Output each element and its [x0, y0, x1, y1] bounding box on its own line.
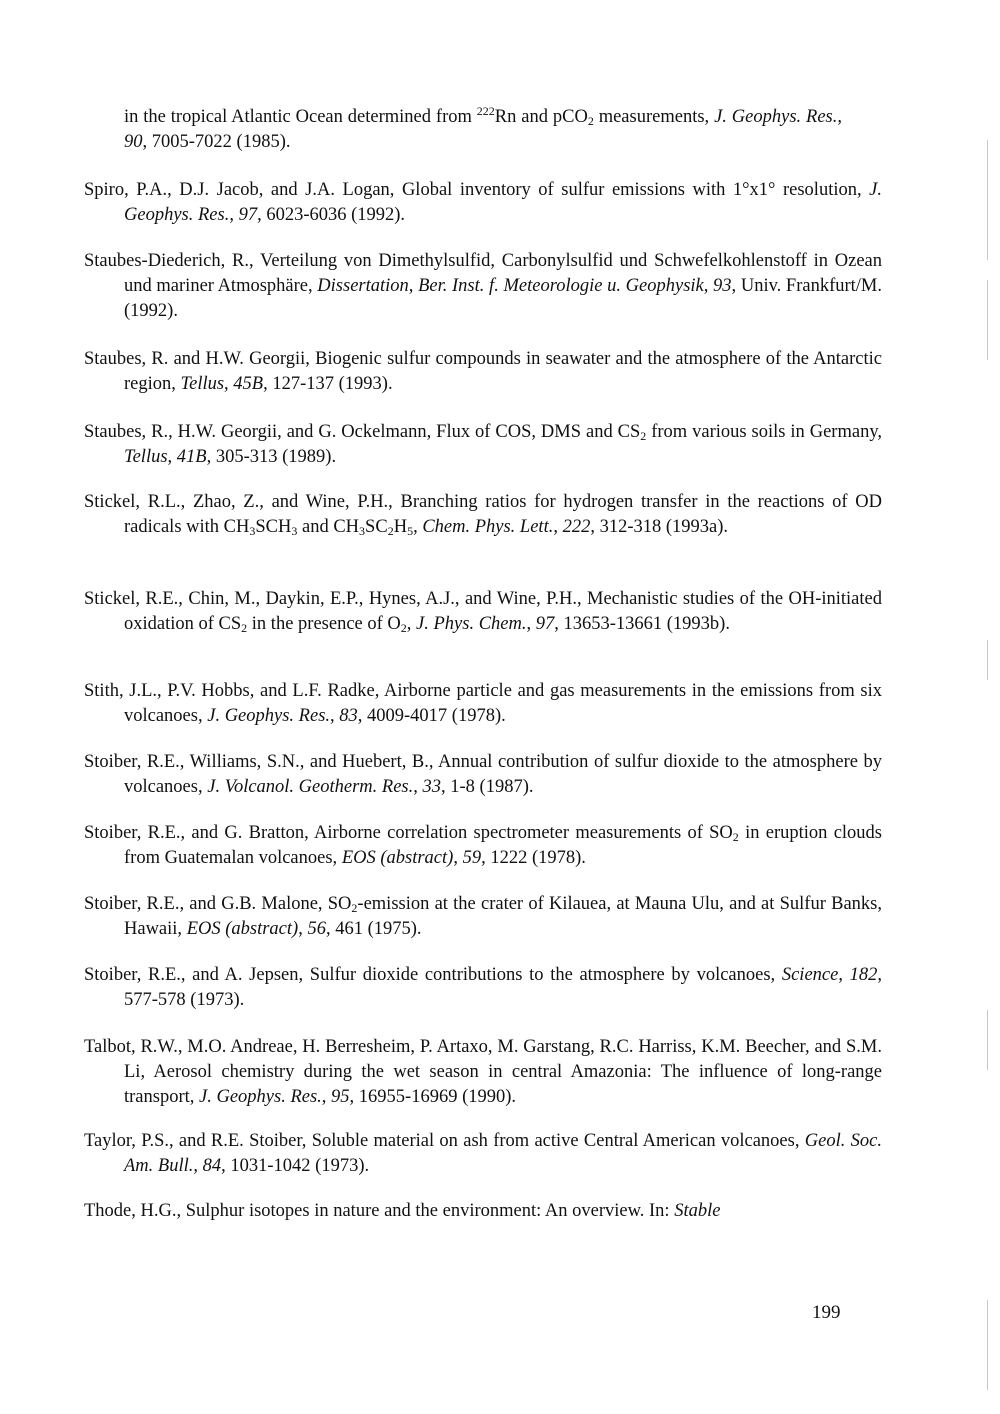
reference-staubes-1993: Staubes, R. and H.W. Georgii, Biogenic sulfur compounds in seawater and the atmosphere of the Antarctic region, Tellus, 45B, 127-137 (1993).: [84, 349, 882, 394]
reference-stith: Stith, J.L., P.V. Hobbs, and L.F. Radke, Airborne particle and gas measurements in the emissions from six volcanoes, J. Geophys. Res., 83, 4009-4017 (1978).: [84, 681, 882, 726]
reference-taylor: Taylor, P.S., and R.E. Stoiber, Soluble material on ash from active Central American volcanoes, Geol. Soc. Am. Bull., 84, 1031-1042 (1973).: [84, 1131, 882, 1176]
reference-thode: Thode, H.G., Sulphur isotopes in nature and the environment: An overview. In: Stable: [84, 1201, 721, 1221]
reference-staubes-1989: Staubes, R., H.W. Georgii, and G. Ockelmann, Flux of COS, DMS and $CS_2$ from various soils in Germany, Tellus, 41B, 305-313 (1989).: [84, 422, 882, 467]
reference-staubes-diederich: Staubes-Diederich, R., Verteilung von Dimethylsulfid, Carbonylsulfid und Schwefelkohlenstoff in Ozean und mariner Atmosphäre, Dissertation, Ber. Inst. f. Meteorologie u. Geophysik, 93, Univ. Frankfurt/M. (1992).: [84, 251, 883, 321]
reference-continuation: in the tropical Atlantic Ocean determined from $^{222}$Rn and pCO$_2$ measurements, J. Geophys. Res., 90, 7005-7022 (1985).: [124, 104, 843, 152]
reference-talbot: Talbot, R.W., M.O. Andreae, H. Berresheim, P. Artaxo, M. Garstang, R.C. Harriss, K.M. Beecher, and S.M. Li, Aerosol chemistry during the wet season in central Amazonia: The influence of long-range transport, J. Geophys. Res., 95, 16955-16969 (1990).: [84, 1037, 882, 1107]
reference-stoiber-1987: Stoiber, R.E., Williams, S.N., and Huebert, B., Annual contribution of sulfur dioxide to the atmosphere by volcanoes, J. Volcanol. Geotherm. Res., 33, 1-8 (1987).: [84, 752, 882, 797]
scan-edge-line: [987, 1010, 988, 1070]
reference-stoiber-1978: Stoiber, R.E., and G. Bratton, Airborne correlation spectrometer measurements of $SO_2$ in eruption clouds from Guatemalan volcanoes, EOS (abstract), 59, 1222 (1978).: [84, 823, 882, 868]
reference-stickel-1993a: Stickel, R.L., Zhao, Z., and Wine, P.H., Branching ratios for hydrogen transfer in the reactions of OD radicals with $CH_3SCH_3$ and $CH_3SC_2H_5$, Chem. Phys. Lett., 222, 312-318 (1993a).: [84, 492, 882, 538]
reference-stoiber-1975: Stoiber, R.E., and G.B. Malone, $SO_2$-emission at the crater of Kilauea, at Mauna Ulu, and at Sulfur Banks, Hawaii, EOS (abstract), 56, 461 (1975).: [84, 894, 882, 939]
reference-spiro: Spiro, P.A., D.J. Jacob, and J.A. Logan, Global inventory of sulfur emissions with 1°x1° resolution, J. Geophys. Res., 97, 6023-6036 (1992).: [84, 180, 882, 225]
scan-edge-line: [987, 280, 988, 360]
page-number: 199: [812, 1302, 841, 1323]
reference-stickel-1993b: Stickel, R.E., Chin, M., Daykin, E.P., Hynes, A.J., and Wine, P.H., Mechanistic studies of the OH-initiated oxidation of $CS_2$ in the presence of $O_2$, J. Phys. Chem., 97, 13653-13661 (1993b).: [84, 589, 882, 635]
scan-edge-line: [987, 640, 988, 680]
reference-stoiber-1973: Stoiber, R.E., and A. Jepsen, Sulfur dioxide contributions to the atmosphere by volcanoes, Science, 182, 577-578 (1973).: [84, 965, 883, 1010]
scan-edge-line: [987, 140, 988, 260]
scan-edge-line: [987, 1300, 988, 1390]
